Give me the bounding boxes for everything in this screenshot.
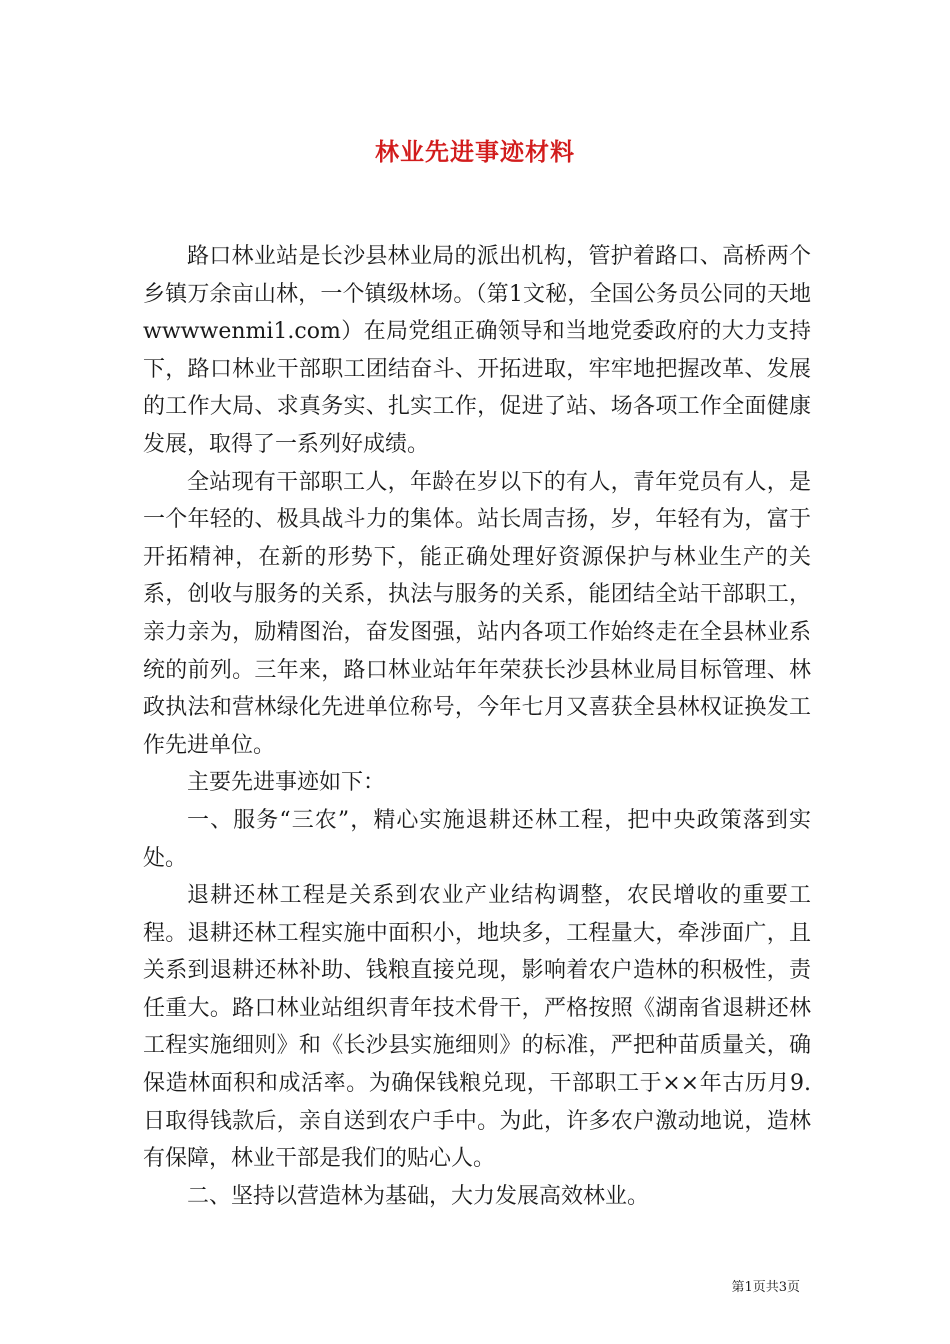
paragraph: 二、坚持以营造林为基础，大力发展高效林业。 bbox=[187, 1183, 650, 1209]
paragraph: 一、服务“三农”，精心实施退耕还林工程，把中央政策落到实处。 bbox=[143, 807, 811, 871]
paragraph: 全站现有干部职工人，年龄在岁以下的有人，青年党员有人，是一个年轻的、极具战斗力的集体。站长周吉扬，岁，年轻有为，富于开拓精神，在新的形势下，能正确处理好资源保护与林业生产的关系，创收与服务的关系，执法与服务的关系，能团结全站干部职工，亲力亲为，励精图治，奋发图强，站内各项工作始终走在全县林业系统的前列。三年来，路口林业站年年荣获长沙县林业局目标管理、林政执法和营林绿化先进单位称号，今年七月又喜获全县林权证换发工作先进单位。 bbox=[143, 469, 811, 758]
paragraph: 路口林业站是长沙县林业局的派出机构，管护着路口、高桥两个乡镇万余亩山林，一个镇级林场。（第1文秘，全国公务员公同的天地wwwwenmi1.com）在局党组正确领导和当地党委政府的大力支持下，路口林业干部职工团结奋斗、开拓进取，牢牢地把握改革、发展的工作大局、求真务实、扎实工作，促进了站、场各项工作全面健康发展，取得了一系列好成绩。 bbox=[143, 244, 811, 457]
paragraph: 退耕还林工程是关系到农业产业结构调整，农民增收的重要工程。退耕还林工程实施中面积小，地块多，工程量大，牵涉面广，且关系到退耕还林补助、钱粮直接兑现，影响着农户造林的积极性，责任重大。路口林业站组织青年技术骨干，严格按照《湖南省退耕还林工程实施细则》和《长沙县实施细则》的标准，严把种苗质量关，确保造林面积和成活率。为确保钱粮兑现，干部职工于××年古历月9.日取得钱款后，亲自送到农户手中。为此，许多农户激动地说，造林有保障，林业干部是我们的贴心人。 bbox=[143, 883, 811, 1172]
paragraph: 主要先进事迹如下： bbox=[187, 770, 386, 796]
page-number-footer: 第1页共3页 bbox=[731, 1280, 800, 1295]
document-body bbox=[143, 238, 811, 1215]
document-title: 林业先进事迹材料 bbox=[375, 137, 575, 166]
